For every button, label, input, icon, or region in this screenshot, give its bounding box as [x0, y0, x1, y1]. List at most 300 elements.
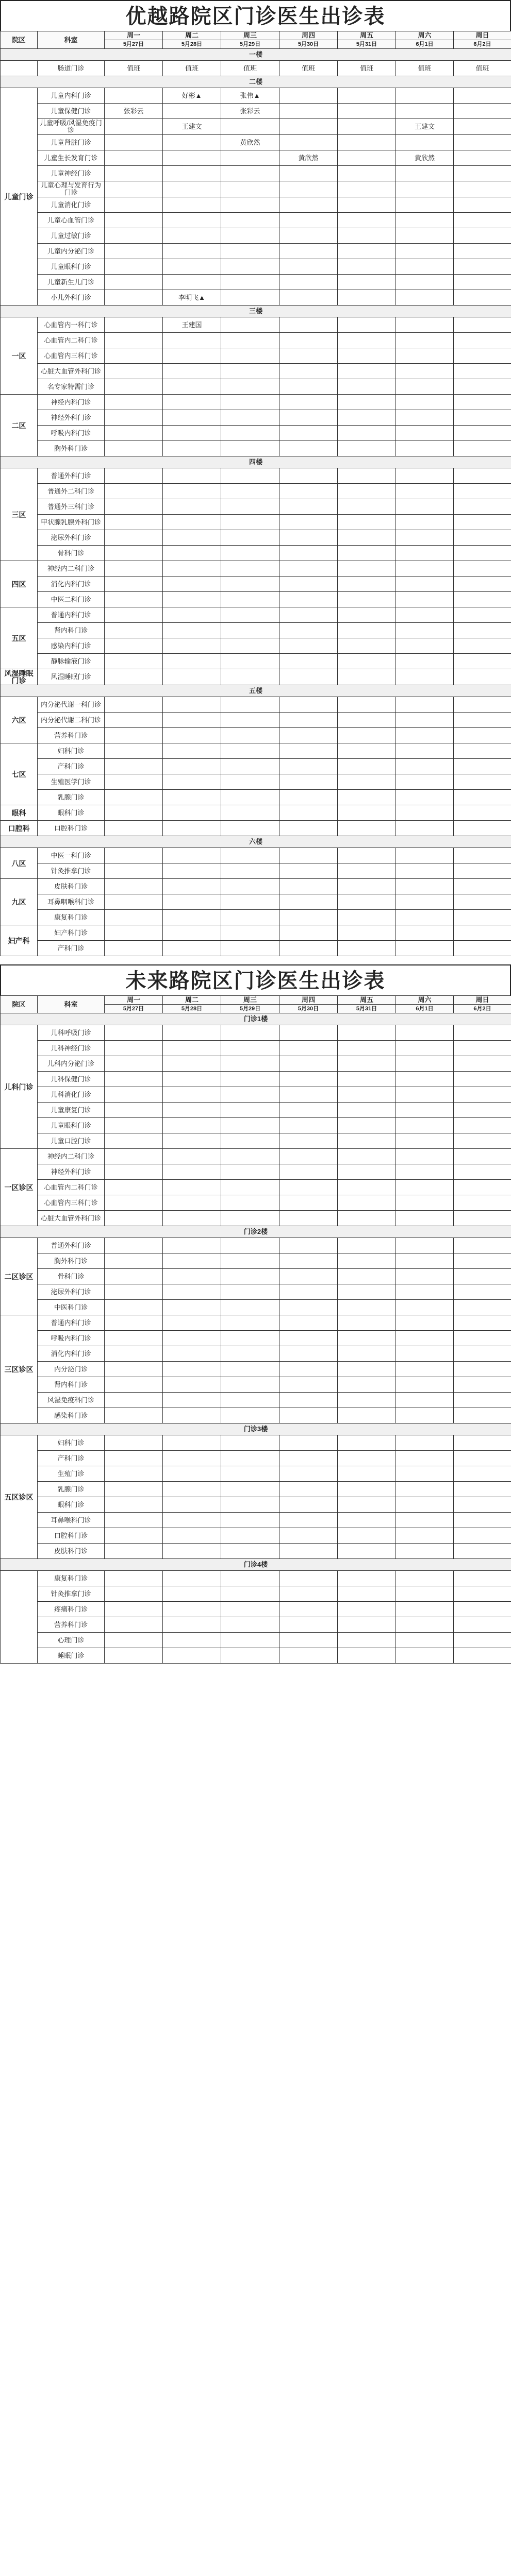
doctor-cell	[338, 395, 396, 410]
doctor-cell	[221, 1103, 279, 1118]
doctor-cell	[454, 1602, 511, 1617]
doctor-cell	[221, 1497, 279, 1513]
doctor-cell	[454, 150, 511, 166]
doctor-cell	[105, 1648, 163, 1664]
doctor-cell	[454, 1103, 511, 1118]
doctor-cell	[454, 1133, 511, 1149]
doctor-cell	[105, 879, 163, 894]
header-area: 院区	[1, 31, 38, 49]
table-row	[1, 468, 511, 484]
header-day: 周三	[221, 996, 279, 1005]
table-row	[1, 364, 511, 379]
doctor-cell	[105, 259, 163, 275]
doctor-cell	[396, 1346, 454, 1362]
doctor-cell	[105, 1377, 163, 1393]
clinic-name: 产科门诊	[38, 941, 105, 956]
doctor-cell	[279, 728, 338, 743]
doctor-cell	[454, 1617, 511, 1633]
doctor-cell	[396, 1377, 454, 1393]
doctor-cell	[105, 197, 163, 213]
doctor-cell	[221, 259, 279, 275]
table-row	[1, 499, 511, 515]
clinic-name: 儿科消化门诊	[38, 1087, 105, 1103]
doctor-cell	[338, 333, 396, 348]
doctor-cell	[163, 530, 221, 546]
clinic-name: 骨科门诊	[38, 546, 105, 561]
doctor-cell	[454, 1648, 511, 1664]
doctor-cell	[221, 805, 279, 821]
doctor-cell	[454, 1087, 511, 1103]
doctor-cell	[105, 1238, 163, 1253]
table-row	[1, 561, 511, 577]
doctor-cell	[338, 1195, 396, 1211]
table-row	[1, 213, 511, 228]
doctor-cell	[454, 879, 511, 894]
table-row	[1, 1586, 511, 1602]
doctor-cell	[454, 1571, 511, 1586]
clinic-name: 神经外科门诊	[38, 410, 105, 426]
header-day: 周五	[338, 996, 396, 1005]
doctor-cell	[163, 1025, 221, 1041]
doctor-cell	[396, 364, 454, 379]
doctor-cell	[105, 333, 163, 348]
doctor-cell: 值班	[454, 61, 511, 76]
doctor-cell	[396, 941, 454, 956]
doctor-cell	[221, 1466, 279, 1482]
doctor-cell	[105, 759, 163, 774]
table-row	[1, 441, 511, 456]
doctor-cell	[396, 1025, 454, 1041]
table-row	[1, 1528, 511, 1544]
table-row	[1, 379, 511, 395]
header-date: 6月2日	[454, 1005, 511, 1013]
clinic-name: 产科门诊	[38, 759, 105, 774]
doctor-cell	[396, 1211, 454, 1226]
area-cell: 风湿睡眠门诊	[1, 669, 38, 685]
clinic-name: 妇科门诊	[38, 743, 105, 759]
doctor-cell	[338, 941, 396, 956]
doctor-cell	[221, 395, 279, 410]
doctor-cell	[105, 790, 163, 805]
floor-label: 门诊2楼	[1, 1226, 511, 1238]
doctor-cell	[221, 364, 279, 379]
table-row	[1, 863, 511, 879]
clinic-name: 儿童内科门诊	[38, 88, 105, 104]
doctor-cell	[163, 499, 221, 515]
area-cell: 一区	[1, 317, 38, 395]
doctor-cell	[454, 1315, 511, 1331]
doctor-cell: 值班	[279, 61, 338, 76]
clinic-name: 儿科神经门诊	[38, 1041, 105, 1056]
doctor-cell	[105, 317, 163, 333]
doctor-cell	[454, 1435, 511, 1451]
doctor-cell	[396, 713, 454, 728]
doctor-cell	[105, 821, 163, 836]
doctor-cell	[396, 910, 454, 925]
doctor-cell	[221, 1211, 279, 1226]
doctor-cell	[454, 1072, 511, 1087]
doctor-cell	[221, 290, 279, 306]
doctor-cell	[338, 759, 396, 774]
doctor-cell	[163, 166, 221, 181]
doctor-cell	[454, 1041, 511, 1056]
table-row	[1, 61, 511, 76]
doctor-cell	[105, 1602, 163, 1617]
doctor-cell	[221, 1315, 279, 1331]
table-row	[1, 1346, 511, 1362]
doctor-cell	[221, 607, 279, 623]
clinic-name: 神经外科门诊	[38, 1164, 105, 1180]
clinic-name: 神经内科门诊	[38, 395, 105, 410]
doctor-cell	[338, 275, 396, 290]
doctor-cell	[163, 275, 221, 290]
doctor-cell: 张彩云	[221, 104, 279, 119]
header-day: 周日	[454, 31, 511, 40]
doctor-cell: 张彩云	[105, 104, 163, 119]
table-row	[1, 333, 511, 348]
doctor-cell	[221, 1346, 279, 1362]
doctor-cell	[279, 515, 338, 530]
doctor-cell	[279, 1648, 338, 1664]
clinic-name: 儿童消化门诊	[38, 197, 105, 213]
doctor-cell	[279, 1180, 338, 1195]
doctor-cell	[338, 1544, 396, 1559]
doctor-cell	[338, 697, 396, 713]
doctor-cell	[105, 1149, 163, 1164]
doctor-cell	[454, 910, 511, 925]
header-day: 周五	[338, 31, 396, 40]
doctor-cell	[163, 1602, 221, 1617]
doctor-cell	[454, 395, 511, 410]
clinic-name: 名专家特需门诊	[38, 379, 105, 395]
doctor-cell	[105, 1269, 163, 1284]
table-row	[1, 1451, 511, 1466]
doctor-cell	[163, 1648, 221, 1664]
doctor-cell	[221, 181, 279, 197]
doctor-cell	[279, 1087, 338, 1103]
doctor-cell	[338, 104, 396, 119]
clinic-name: 呼吸内科门诊	[38, 426, 105, 441]
doctor-cell	[105, 1497, 163, 1513]
doctor-cell	[396, 774, 454, 790]
doctor-cell	[396, 135, 454, 150]
doctor-cell	[221, 1269, 279, 1284]
clinic-name: 普通内科门诊	[38, 607, 105, 623]
doctor-cell	[338, 379, 396, 395]
doctor-cell	[163, 713, 221, 728]
doctor-cell	[221, 790, 279, 805]
doctor-cell	[105, 669, 163, 685]
doctor-cell	[454, 410, 511, 426]
doctor-cell	[454, 259, 511, 275]
doctor-cell	[221, 623, 279, 638]
clinic-name: 中医科门诊	[38, 1300, 105, 1315]
doctor-cell	[105, 441, 163, 456]
doctor-cell	[338, 135, 396, 150]
doctor-cell	[279, 879, 338, 894]
doctor-cell	[396, 1482, 454, 1497]
doctor-cell	[454, 1466, 511, 1482]
doctor-cell	[163, 259, 221, 275]
floor-section-row	[1, 76, 511, 88]
doctor-cell	[163, 244, 221, 259]
doctor-cell	[396, 1149, 454, 1164]
doctor-cell	[338, 592, 396, 607]
clinic-name: 内分泌门诊	[38, 1362, 105, 1377]
doctor-cell	[396, 1362, 454, 1377]
doctor-cell	[105, 941, 163, 956]
table-row	[1, 1269, 511, 1284]
table-row	[1, 848, 511, 863]
clinic-name: 中医一科门诊	[38, 848, 105, 863]
table-row	[1, 1466, 511, 1482]
doctor-cell	[338, 515, 396, 530]
doctor-cell	[396, 197, 454, 213]
doctor-cell	[454, 805, 511, 821]
table-row	[1, 728, 511, 743]
doctor-cell	[338, 166, 396, 181]
table-row	[1, 426, 511, 441]
doctor-cell	[221, 119, 279, 135]
doctor-cell	[279, 1118, 338, 1133]
floor-label: 二楼	[1, 76, 511, 88]
doctor-cell	[454, 577, 511, 592]
doctor-cell	[163, 213, 221, 228]
doctor-cell	[338, 728, 396, 743]
header-day: 周二	[163, 31, 221, 40]
doctor-cell	[279, 333, 338, 348]
doctor-cell	[221, 410, 279, 426]
doctor-cell	[454, 1284, 511, 1300]
doctor-cell	[396, 1331, 454, 1346]
floor-label: 门诊1楼	[1, 1013, 511, 1025]
doctor-cell	[279, 1149, 338, 1164]
doctor-cell	[279, 317, 338, 333]
doctor-cell	[338, 669, 396, 685]
doctor-cell	[105, 1346, 163, 1362]
doctor-cell: 王建国	[163, 317, 221, 333]
doctor-cell	[396, 1528, 454, 1544]
doctor-cell	[454, 1238, 511, 1253]
doctor-cell	[279, 1362, 338, 1377]
clinic-name: 针灸推拿门诊	[38, 863, 105, 879]
table-row	[1, 941, 511, 956]
clinic-name: 睡眠门诊	[38, 1648, 105, 1664]
area-cell: 三区	[1, 468, 38, 561]
doctor-cell	[221, 348, 279, 364]
table-row	[1, 925, 511, 941]
doctor-cell	[105, 290, 163, 306]
doctor-cell	[454, 244, 511, 259]
doctor-cell	[221, 894, 279, 910]
doctor-cell	[338, 1633, 396, 1648]
header-row-days	[1, 996, 511, 1005]
clinic-name: 呼吸内科门诊	[38, 1331, 105, 1346]
clinic-name: 儿童眼科门诊	[38, 1118, 105, 1133]
table-row	[1, 1617, 511, 1633]
doctor-cell	[338, 1602, 396, 1617]
table-row	[1, 1377, 511, 1393]
doctor-cell	[163, 104, 221, 119]
doctor-cell	[454, 1025, 511, 1041]
doctor-cell	[338, 638, 396, 654]
doctor-cell	[105, 1164, 163, 1180]
doctor-cell	[163, 759, 221, 774]
doctor-cell	[105, 1041, 163, 1056]
doctor-cell	[105, 805, 163, 821]
table-row	[1, 290, 511, 306]
table-row	[1, 1253, 511, 1269]
table-row	[1, 607, 511, 623]
doctor-cell	[338, 410, 396, 426]
area-cell: 二区	[1, 395, 38, 456]
doctor-cell	[338, 259, 396, 275]
clinic-name: 胸外科门诊	[38, 441, 105, 456]
doctor-cell	[279, 863, 338, 879]
doctor-cell	[454, 1300, 511, 1315]
doctor-cell	[454, 426, 511, 441]
doctor-cell	[221, 1482, 279, 1497]
table-row	[1, 104, 511, 119]
doctor-cell	[454, 546, 511, 561]
doctor-cell	[163, 1617, 221, 1633]
clinic-name: 儿科内分泌门诊	[38, 1056, 105, 1072]
clinic-name: 甲状腺乳腺外科门诊	[38, 515, 105, 530]
table-row	[1, 1648, 511, 1664]
doctor-cell	[105, 1528, 163, 1544]
clinic-name: 眼科门诊	[38, 1497, 105, 1513]
doctor-cell	[221, 379, 279, 395]
doctor-cell	[279, 1269, 338, 1284]
area-cell: 儿科门诊	[1, 1025, 38, 1149]
doctor-cell	[338, 441, 396, 456]
clinic-name: 心血管内二科门诊	[38, 333, 105, 348]
header-date: 5月30日	[279, 1005, 338, 1013]
doctor-cell	[279, 1633, 338, 1648]
doctor-cell	[163, 441, 221, 456]
doctor-cell	[279, 1466, 338, 1482]
header-day: 周六	[396, 996, 454, 1005]
doctor-cell	[396, 1300, 454, 1315]
doctor-cell	[396, 244, 454, 259]
doctor-cell	[221, 654, 279, 669]
clinic-name: 普通外三科门诊	[38, 499, 105, 515]
table-row	[1, 1362, 511, 1377]
doctor-cell	[396, 530, 454, 546]
clinic-name: 消化内科门诊	[38, 1346, 105, 1362]
doctor-cell	[105, 1087, 163, 1103]
doctor-cell	[454, 925, 511, 941]
doctor-cell	[338, 894, 396, 910]
doctor-cell	[338, 1211, 396, 1226]
doctor-cell	[105, 1133, 163, 1149]
floor-label: 四楼	[1, 456, 511, 468]
doctor-cell	[396, 1544, 454, 1559]
table-row	[1, 743, 511, 759]
table-row	[1, 348, 511, 364]
doctor-cell	[221, 1284, 279, 1300]
clinic-name: 乳腺门诊	[38, 790, 105, 805]
doctor-cell	[454, 1408, 511, 1423]
doctor-cell	[396, 410, 454, 426]
doctor-cell: 值班	[396, 61, 454, 76]
doctor-cell	[163, 515, 221, 530]
doctor-cell	[396, 1056, 454, 1072]
doctor-cell	[221, 166, 279, 181]
doctor-cell	[105, 426, 163, 441]
doctor-cell	[396, 1602, 454, 1617]
header-date: 5月31日	[338, 40, 396, 49]
table-row	[1, 805, 511, 821]
doctor-cell	[163, 484, 221, 499]
doctor-cell	[279, 530, 338, 546]
clinic-name: 普通外科门诊	[38, 1238, 105, 1253]
table-row	[1, 623, 511, 638]
doctor-cell	[163, 1072, 221, 1087]
table-row	[1, 1571, 511, 1586]
doctor-cell	[221, 1393, 279, 1408]
doctor-cell	[279, 925, 338, 941]
doctor-cell	[163, 1133, 221, 1149]
doctor-cell	[454, 290, 511, 306]
doctor-cell	[279, 654, 338, 669]
clinic-name: 泌尿外科门诊	[38, 530, 105, 546]
doctor-cell	[454, 379, 511, 395]
doctor-cell	[279, 1025, 338, 1041]
table-row	[1, 669, 511, 685]
doctor-cell	[221, 1377, 279, 1393]
table-row	[1, 1435, 511, 1451]
header-date: 5月29日	[221, 40, 279, 49]
header-day: 周四	[279, 31, 338, 40]
doctor-cell	[338, 244, 396, 259]
doctor-cell	[221, 879, 279, 894]
doctor-cell	[163, 1118, 221, 1133]
floor-section-row	[1, 456, 511, 468]
doctor-cell	[454, 592, 511, 607]
area-cell: 眼科	[1, 805, 38, 821]
table-row	[1, 395, 511, 410]
doctor-cell	[454, 1331, 511, 1346]
clinic-name: 内分泌代谢一科门诊	[38, 697, 105, 713]
doctor-cell	[221, 1253, 279, 1269]
doctor-cell	[279, 1513, 338, 1528]
doctor-cell	[338, 805, 396, 821]
doctor-cell	[105, 728, 163, 743]
doctor-cell	[396, 638, 454, 654]
table-row	[1, 1482, 511, 1497]
doctor-cell	[221, 1586, 279, 1602]
header-dept: 科室	[38, 31, 105, 49]
clinic-name: 疼痛科门诊	[38, 1602, 105, 1617]
doctor-cell	[163, 1211, 221, 1226]
clinic-name: 心血管内三科门诊	[38, 348, 105, 364]
doctor-cell	[221, 1056, 279, 1072]
table-row	[1, 759, 511, 774]
header-date: 6月1日	[396, 1005, 454, 1013]
doctor-cell	[454, 1633, 511, 1648]
header-day: 周二	[163, 996, 221, 1005]
doctor-cell	[338, 910, 396, 925]
clinic-name: 胸外科门诊	[38, 1253, 105, 1269]
doctor-cell	[454, 1451, 511, 1466]
doctor-cell	[396, 607, 454, 623]
clinic-name: 神经内二科门诊	[38, 1149, 105, 1164]
clinic-name: 儿科呼吸门诊	[38, 1025, 105, 1041]
doctor-cell	[338, 1377, 396, 1393]
doctor-cell	[221, 743, 279, 759]
doctor-cell	[454, 1528, 511, 1544]
